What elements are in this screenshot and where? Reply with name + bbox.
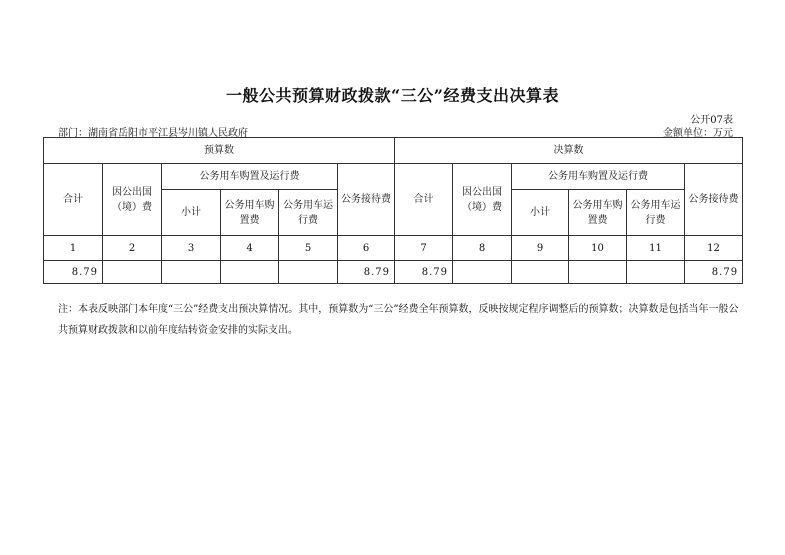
value-cell xyxy=(569,261,627,284)
index-cell: 9 xyxy=(512,236,569,261)
group-header-row xyxy=(44,138,743,164)
final-reception-header: 公务接待费 xyxy=(685,164,743,236)
value-cell xyxy=(453,261,512,284)
value-cell xyxy=(627,261,685,284)
budget-total-header: 合计 xyxy=(44,164,103,236)
index-cell: 2 xyxy=(103,236,162,261)
index-cell: 5 xyxy=(279,236,338,261)
value-cell xyxy=(162,261,221,284)
index-cell: 10 xyxy=(569,236,627,261)
value-cell: 8.79 xyxy=(685,261,743,284)
final-group-header: 决算数 xyxy=(395,138,743,164)
final-abroad-header: 因公出国（境）费 xyxy=(453,164,512,236)
value-cell xyxy=(279,261,338,284)
page-title: 一般公共预算财政拨款“三公”经费支出决算表 xyxy=(226,86,559,105)
value-cell: 8.79 xyxy=(395,261,453,284)
budget-vehicle-purchase-header: 公务用车购置费 xyxy=(221,190,279,236)
final-vehicle-purchase-header: 公务用车购置费 xyxy=(569,190,627,236)
value-cell xyxy=(512,261,569,284)
value-cell: 8.79 xyxy=(338,261,395,284)
column-header-row xyxy=(44,164,743,190)
footnote: 注：本表反映部门本年度“三公”经费支出预决算情况。其中，预算数为“三公”经费全年预算数，反映按规定程序调整后的预算数；决算数是包括当年一般公共预算财政拨款和以前年度结转资金安排的实际支出。 xyxy=(58,304,739,336)
budget-abroad-header: 因公出国（境）费 xyxy=(103,164,162,236)
index-cell: 12 xyxy=(685,236,743,261)
value-cell xyxy=(103,261,162,284)
budget-reception-header: 公务接待费 xyxy=(338,164,395,236)
index-cell: 3 xyxy=(162,236,221,261)
data-row xyxy=(44,261,743,284)
index-cell: 6 xyxy=(338,236,395,261)
index-cell: 4 xyxy=(221,236,279,261)
form-number: 公开07表 xyxy=(690,115,733,126)
index-row xyxy=(44,236,743,261)
index-cell: 11 xyxy=(627,236,685,261)
final-total-header: 合计 xyxy=(395,164,453,236)
final-vehicle-header: 公务用车购置及运行费 xyxy=(512,164,685,190)
index-cell: 1 xyxy=(44,236,103,261)
final-subtotal-header: 小计 xyxy=(512,190,569,236)
budget-subtotal-header: 小计 xyxy=(162,190,221,236)
amount-unit-label: 金额单位：万元 xyxy=(663,128,733,139)
value-cell xyxy=(221,261,279,284)
index-cell: 7 xyxy=(395,236,453,261)
value-cell: 8.79 xyxy=(44,261,103,284)
budget-group-header: 预算数 xyxy=(44,138,395,164)
department-label: 部门：湖南省岳阳市平江县岑川镇人民政府 xyxy=(58,128,248,139)
budget-vehicle-operation-header: 公务用车运行费 xyxy=(279,190,338,236)
index-cell: 8 xyxy=(453,236,512,261)
budget-vehicle-header: 公务用车购置及运行费 xyxy=(162,164,338,190)
three-public-expenses-table xyxy=(43,137,743,284)
final-vehicle-operation-header: 公务用车运行费 xyxy=(627,190,685,236)
